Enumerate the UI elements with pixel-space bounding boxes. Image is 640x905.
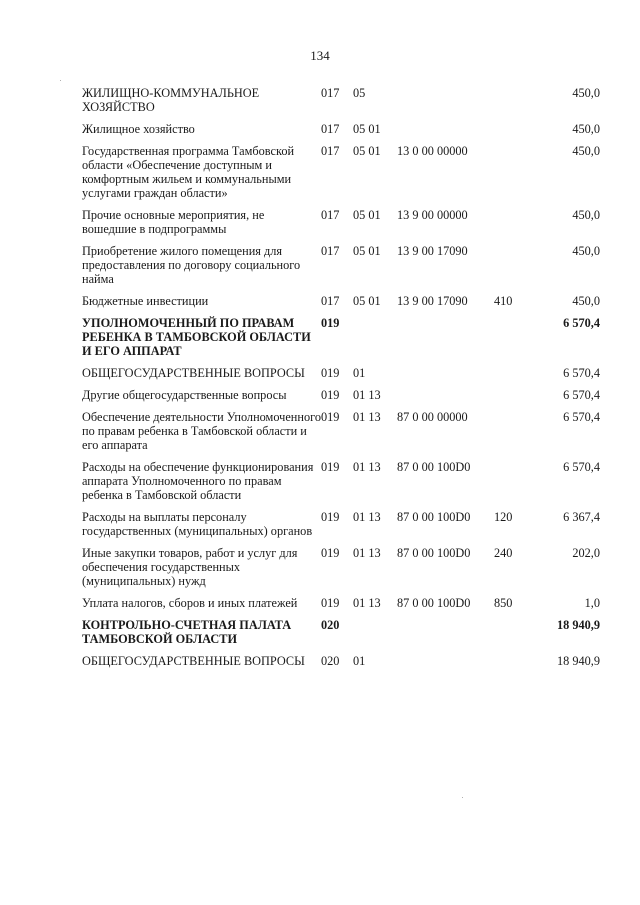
row-amount: 202,0	[572, 546, 600, 560]
row-amount: 1,0	[584, 596, 600, 610]
row-section-code	[353, 618, 397, 654]
row-target-article-code: 87 0 00 100D0	[397, 510, 471, 524]
row-amount: 6 570,4	[563, 460, 600, 474]
row-amount: 18 940,9	[556, 654, 600, 668]
row-vsd-code: 017	[321, 86, 340, 100]
row-section-code: 01 13	[353, 546, 381, 560]
row-amount: 6 570,4	[563, 388, 600, 402]
row-amount: 450,0	[572, 86, 600, 100]
row-vsd-code: 019	[321, 546, 340, 560]
row-target-article-code: 13 9 00 17090	[397, 244, 468, 258]
row-target-article-code	[397, 86, 494, 122]
row-amount: 450,0	[572, 244, 600, 258]
row-expense-type-code	[494, 316, 534, 366]
row-section-code	[353, 316, 397, 366]
row-amount: 450,0	[572, 294, 600, 308]
row-name: ЖИЛИЩНО-КОММУНАЛЬНОЕ ХОЗЯЙСТВО	[82, 86, 260, 114]
row-section-code: 01 13	[353, 388, 381, 402]
row-expense-type-code	[494, 388, 534, 410]
row-target-article-code: 13 9 00 17090	[397, 294, 468, 308]
row-vsd-code: 020	[321, 654, 340, 668]
row-target-article-code: 87 0 00 00000	[397, 410, 468, 424]
row-amount: 6 570,4	[563, 316, 600, 330]
row-name: Другие общегосударственные вопросы	[82, 388, 287, 402]
row-expense-type-code: 850	[494, 596, 513, 610]
row-vsd-code: 019	[321, 388, 340, 402]
row-name: Прочие основные мероприятия, не вошедшие в подпрограммы	[82, 208, 265, 236]
row-section-code: 05 01	[353, 144, 381, 158]
table-row	[82, 510, 600, 546]
row-expense-type-code	[494, 122, 534, 144]
row-expense-type-code: 240	[494, 546, 513, 560]
row-vsd-code: 019	[321, 366, 340, 380]
row-expense-type-code	[494, 86, 534, 122]
table-row	[82, 618, 600, 654]
table-row	[82, 86, 600, 122]
table-row	[82, 144, 600, 208]
row-target-article-code	[397, 388, 494, 410]
table-row	[82, 388, 600, 410]
row-section-code: 05	[353, 86, 366, 100]
row-section-code: 01	[353, 366, 366, 380]
row-expense-type-code	[494, 654, 534, 676]
row-target-article-code: 87 0 00 100D0	[397, 596, 471, 610]
row-section-code: 01 13	[353, 510, 381, 524]
row-amount: 6 570,4	[563, 366, 600, 380]
row-amount: 6 570,4	[563, 410, 600, 424]
row-section-code: 05 01	[353, 208, 381, 222]
row-name: Бюджетные инвестиции	[82, 294, 209, 308]
row-target-article-code	[397, 366, 494, 388]
row-amount: 6 367,4	[563, 510, 600, 524]
row-target-article-code	[397, 122, 494, 144]
row-expense-type-code	[494, 410, 534, 460]
table-row	[82, 316, 600, 366]
row-name: Государственная программа Тамбовской области «Обеспечение доступным и комфортным жильем и коммунальными услугами граждан области»	[82, 144, 295, 200]
row-expense-type-code: 410	[494, 294, 513, 308]
row-amount: 450,0	[572, 208, 600, 222]
row-target-article-code: 87 0 00 100D0	[397, 546, 471, 560]
row-target-article-code: 87 0 00 100D0	[397, 460, 471, 474]
budget-table	[82, 86, 600, 676]
row-vsd-code: 017	[321, 294, 340, 308]
row-name: УПОЛНОМОЧЕННЫЙ ПО ПРАВАМ РЕБЕНКА В ТАМБОВСКОЙ ОБЛАСТИ И ЕГО АППАРАТ	[82, 316, 311, 358]
row-name: Расходы на выплаты персоналу государственных (муниципальных) органов	[82, 510, 313, 538]
table-row	[82, 460, 600, 510]
table-row	[82, 410, 600, 460]
table-row	[82, 546, 600, 596]
row-vsd-code: 017	[321, 144, 340, 158]
row-expense-type-code	[494, 460, 534, 510]
row-target-article-code	[397, 316, 494, 366]
row-vsd-code: 017	[321, 122, 340, 136]
row-vsd-code: 017	[321, 244, 340, 258]
row-section-code: 01	[353, 654, 366, 668]
row-target-article-code: 13 0 00 00000	[397, 144, 468, 158]
row-target-article-code	[397, 618, 494, 654]
row-amount: 18 940,9	[556, 618, 600, 632]
row-amount: 450,0	[572, 144, 600, 158]
row-name: Иные закупки товаров, работ и услуг для обеспечения государственных (муниципальных) нужд	[82, 546, 298, 588]
table-row	[82, 294, 600, 316]
row-target-article-code: 13 9 00 00000	[397, 208, 468, 222]
table-row	[82, 596, 600, 618]
row-section-code: 05 01	[353, 244, 381, 258]
table-row	[82, 208, 600, 244]
table-row	[82, 366, 600, 388]
row-name: Жилищное хозяйство	[82, 122, 195, 136]
scan-speck	[60, 80, 61, 81]
table-row	[82, 122, 600, 144]
row-name: ОБЩЕГОСУДАРСТВЕННЫЕ ВОПРОСЫ	[82, 366, 305, 380]
scan-speck	[462, 797, 463, 798]
row-vsd-code: 019	[321, 510, 340, 524]
row-expense-type-code	[494, 366, 534, 388]
row-vsd-code: 019	[321, 596, 340, 610]
table-row	[82, 654, 600, 676]
row-vsd-code: 020	[321, 618, 340, 632]
row-vsd-code: 017	[321, 208, 340, 222]
page-number: 134	[310, 48, 330, 63]
row-section-code: 05 01	[353, 294, 381, 308]
row-expense-type-code	[494, 618, 534, 654]
budget-table-body	[82, 86, 600, 676]
row-name: КОНТРОЛЬНО-СЧЕТНАЯ ПАЛАТА ТАМБОВСКОЙ ОБЛАСТИ	[82, 618, 292, 646]
row-expense-type-code	[494, 208, 534, 244]
row-expense-type-code	[494, 144, 534, 208]
row-section-code: 05 01	[353, 122, 381, 136]
row-section-code: 01 13	[353, 460, 381, 474]
row-name: Приобретение жилого помещения для предоставления по договору социального найма	[82, 244, 301, 286]
table-row	[82, 244, 600, 294]
row-section-code: 01 13	[353, 410, 381, 424]
row-target-article-code	[397, 654, 494, 676]
row-section-code: 01 13	[353, 596, 381, 610]
row-name: Расходы на обеспечение функционирования аппарата Уполномоченного по правам ребенка в Тамбовской области	[82, 460, 314, 502]
row-vsd-code: 019	[321, 410, 340, 424]
row-vsd-code: 019	[321, 316, 340, 330]
row-vsd-code: 019	[321, 460, 340, 474]
row-name: Обеспечение деятельности Уполномоченного по правам ребенка в Тамбовской области и его аппарата	[82, 410, 322, 452]
row-expense-type-code: 120	[494, 510, 513, 524]
row-amount: 450,0	[572, 122, 600, 136]
row-name: Уплата налогов, сборов и иных платежей	[82, 596, 298, 610]
row-expense-type-code	[494, 244, 534, 294]
row-name: ОБЩЕГОСУДАРСТВЕННЫЕ ВОПРОСЫ	[82, 654, 305, 668]
